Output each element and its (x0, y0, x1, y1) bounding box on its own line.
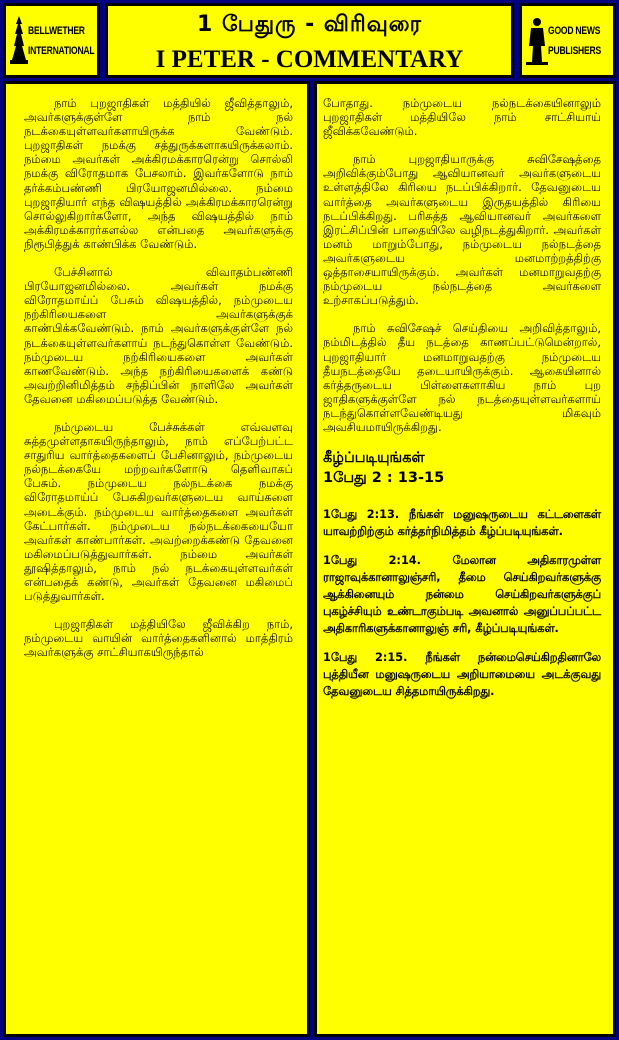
page-header (3, 3, 616, 78)
left-paragraph-3: நம்முடைய பேச்சுக்கள் எவ்வளவு சுத்தமுள்ளதாகயிருந்தாலும், நாம் எப்பேற்பட்ட சாதுரிய வார்த்தைகளைப் பேசினாலும், நம்முடைய நல்நடக்கையே மற்றவர்களோடு தெளிவாகப் பேசும். நம்முடைய நல்நடக்கை நமக்கு விரோதமாய்ப் பேசுகிறவர்களுடைய வாய்களை அடைக்கும். நம்முடைய வார்த்தைகளை அவர்கள் கேட்பார்கள். நம்முடைய நல்நடக்கையையோ அவர்கள் காண்பார்கள். அவற்றைக்கண்டு தேவனை மகிமைப்படுத்துவார்கள். நம்மை அவர்கள் தூஷித்தாலும், நாம் நல் நடக்கையுள்ளவர்கள் என்பதைக் கண்டு, அவர்கள் தேவனை மகிமைப் படுத்துவார்கள். (24, 419, 293, 604)
section-heading-title: கீழ்ப்படியுங்கள் (323, 450, 425, 467)
good-news-logo (519, 3, 616, 78)
right-column (314, 81, 616, 1037)
good-news-logo-text (548, 25, 601, 58)
logo-left-line1: BELLWETHER (28, 25, 85, 37)
left-paragraph-4: புறஜாதிகள் மத்தியிலே ஜீவிக்கிற நாம், நம்முடைய வாயின் வார்த்தைகளினால் மாத்திரம் அவர்களுக்கு சாட்சியாகயிருந்தால் (24, 617, 293, 660)
verse-2-13: 1பேது 2:13. நீங்கள் மனுஷருடைய கட்டளைகள் யாவற்றிற்கும் கர்த்தர்நிமித்தம் கீழ்ப்படியுங்கள். (323, 508, 601, 539)
bellwether-logo (3, 3, 100, 78)
good-news-figure-icon (526, 16, 548, 66)
logo-right-line2: PUBLISHERS (548, 45, 601, 57)
section-heading-reference: 1பேது 2 : 13-15 (323, 470, 445, 487)
left-paragraph-2: பேச்சினால் விவாதம்பண்ணி பிரயோஜனமில்லை. அவர்கள் நமக்கு விரோதமாய்ப் பேசும் விஷயத்தில், நம்முடைய நற்கிரியைகளை அவர்களுக்குக் காண்பிக்கவேண்டும். நாம் அவர்களுக்குள்ளே நல் நடக்கையுள்ளவர்களாய் நடந்துகொள்ள வேண்டும். நம்முடைய நற்கிரியைகளை அவர்கள் காணவேண்டும். அந்த நற்கிரியைகளைக் கண்டு அவற்றினிமித்தம் சந்திப்பின் நாளிலே அவர்கள் தேவனை மகிமைப்படுத்த வேண்டும். (24, 265, 293, 406)
page-title-english: I PETER - COMMENTARY (155, 46, 464, 73)
left-column (3, 81, 310, 1037)
left-paragraph-1: நாம் புறஜாதிகள் மத்தியில் ஜீவித்தாலும், அவர்களுக்குள்ளே நாம் நல் நடக்கையுள்ளவர்களாயிருக்க வேண்டும். புறஜாதிகள் நமக்கு சத்துருக்களாகயிருக்கலாம். நம்மை அவர்கள் அக்கிரமக்காரரென்று சொல்லி நமக்கு விரோதமாக பேசலாம். இவர்களோடு நாம் தர்க்கம்பண்ணி பிரயோஜனமில்லை. நம்மை புறஜாதியார் எந்த விஷயத்தில் அக்கிரமக்காரரென்று சொல்லுகிறார்களோ, அந்த விஷயத்தில் நாம் அக்கிரமக்காரர்களல்ல என்பதை அவர்களுக்கு நிரூபித்துக் காண்பிக்க வேண்டும். (24, 96, 293, 251)
title-block (105, 3, 514, 78)
logo-left-line2: INTERNATIONAL (28, 45, 95, 57)
bellwether-logo-text (28, 25, 94, 58)
right-paragraph-1: போதாது. நம்முடைய நல்நடக்கையினாலும் புறஜாதிகள் மத்தியிலே நாம் சாட்சியாய் ஜீவிக்கவேண்டும். (323, 96, 601, 139)
verse-2-14: 1பேது 2:14. மேலான அதிகாரமுள்ள ராஜாவுக்கானாலுஞ்சரி, தீமை செய்கிறவர்களுக்கு ஆக்கினையும் நன்மை செய்கிறவர்களுக்குப் புகழ்ச்சியும் உண்டாகும்படி அவனால் அனுப்பப்பட்ட அதிகாரிகளுக்கானாலுஞ் சரி, கீழ்ப்படியுங்கள். (323, 554, 601, 636)
right-paragraph-3: நாம் சுவிசேஷச் செய்தியை அறிவித்தாலும், நம்மிடத்தில் தீய நடத்தை காணப்பட்டுமென்றால், புறஜாதியார் மனமாறுவதற்கு நம்முடைய தீயநடத்தையே தடையாயிருக்கும். ஆகையினால் கர்த்தருடைய பிள்ளைகளாகிய நாம் புற ஜாதிகளுக்குள்ளே நல் நடத்தையுள்ளவர்களாய் நடந்துகொள்ளவேண்டியது மிகவும் அவசியமாயிருக்கிறது. (323, 321, 601, 434)
logo-right-line1: GOOD NEWS (548, 25, 601, 37)
bellwether-figure-icon (10, 16, 28, 66)
section-heading (323, 448, 601, 488)
verse-2-15: 1பேது 2:15. நீங்கள் நன்மைசெய்கிறதினாலே புத்தியீன மனுஷருடைய அறியாமையை அடக்குவது தேவனுடைய சித்தமாயிருக்கிறது. (323, 651, 601, 699)
right-paragraph-2: நாம் புறஜாதியாருக்கு சுவிசேஷத்தை அறிவிக்கும்போது ஆவியானவர் அவர்களுடைய உள்ளத்திலே கிரியை நடப்பிக்கிறார். தேவனுடைய வார்த்தை அவர்களுடைய இருதயத்தில் கிரியை நடப்பிக்கிறது. பரிசுத்த ஆவியானவர் அவர்களை இரட்சிப்பின் பாதையிலே வழிநடத்துகிறார். அவர்கள் மனம் மாறும்போது, நம்முடைய நல்நடத்தை அவர்களுடைய மனமாற்றத்திற்கு ஒத்தாசையாயிருக்கும். அவர்கள் மனமாறுவதற்கு நம்முடைய நல்நடத்தை அவர்களை உற்சாகப்படுத்தும். (323, 152, 601, 308)
page-title-tamil: 1 பேதுரு - விரிவுரை (197, 12, 422, 37)
